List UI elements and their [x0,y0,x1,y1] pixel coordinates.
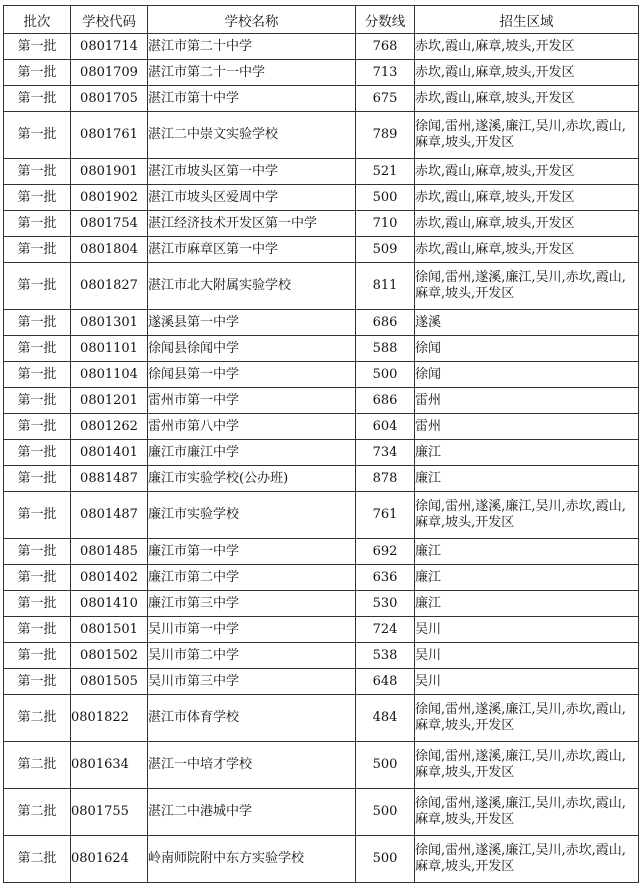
enrollment-area-cell: 徐闻,雷州,遂溪,廉江,吴川,赤坎,霞山,麻章,坡头,开发区 [415,836,639,883]
enrollment-area-cell: 吴川 [415,617,639,643]
batch-cell: 第一批 [4,336,71,362]
admission-score-table [3,5,639,883]
batch-cell: 第二批 [4,742,71,789]
table-row [4,466,639,492]
enrollment-area-cell: 徐闻 [415,336,639,362]
school-name-cell: 吴川市第二中学 [148,643,356,669]
score-line-cell: 500 [356,742,415,789]
school-name-cell: 湛江市麻章区第一中学 [148,237,356,263]
batch-cell: 第一批 [4,643,71,669]
enrollment-area-cell: 赤坎,霞山,麻章,坡头,开发区 [415,211,639,237]
school-code-cell: 0801401 [71,440,148,466]
table-row [4,695,639,742]
school-code-cell: 0801410 [71,591,148,617]
school-code-cell: 0801902 [71,185,148,211]
table-row [4,60,639,86]
school-code-cell: 0801505 [71,669,148,695]
batch-cell: 第一批 [4,591,71,617]
enrollment-area-cell: 雷州 [415,414,639,440]
batch-cell: 第二批 [4,836,71,883]
enrollment-area-cell: 赤坎,霞山,麻章,坡头,开发区 [415,60,639,86]
table-row [4,617,639,643]
table-row [4,440,639,466]
table-row [4,565,639,591]
score-line-cell: 509 [356,237,415,263]
enrollment-area-cell: 赤坎,霞山,麻章,坡头,开发区 [415,159,639,185]
enrollment-area-cell: 赤坎,霞山,麻章,坡头,开发区 [415,237,639,263]
school-name-cell: 雷州市第一中学 [148,388,356,414]
batch-cell: 第一批 [4,565,71,591]
batch-cell: 第一批 [4,466,71,492]
score-line-cell: 789 [356,112,415,159]
batch-cell: 第一批 [4,60,71,86]
batch-cell: 第一批 [4,440,71,466]
batch-cell: 第一批 [4,492,71,539]
school-name-cell: 湛江市坡头区爱周中学 [148,185,356,211]
enrollment-area-cell: 徐闻,雷州,遂溪,廉江,吴川,赤坎,霞山,麻章,坡头,开发区 [415,789,639,836]
school-code-cell: 0801901 [71,159,148,185]
score-line-cell: 878 [356,466,415,492]
score-line-cell: 538 [356,643,415,669]
enrollment-area-cell: 廉江 [415,466,639,492]
school-name-cell: 吴川市第一中学 [148,617,356,643]
score-line-cell: 500 [356,185,415,211]
table-body [4,34,639,883]
school-name-cell: 湛江二中港城中学 [148,789,356,836]
table-row [4,643,639,669]
score-line-cell: 648 [356,669,415,695]
score-line-cell: 713 [356,60,415,86]
school-code-cell: 0801402 [71,565,148,591]
enrollment-area-cell: 徐闻,雷州,遂溪,廉江,吴川,赤坎,霞山,麻章,坡头,开发区 [415,263,639,310]
school-code-cell: 0881487 [71,466,148,492]
batch-cell: 第二批 [4,695,71,742]
score-line-cell: 500 [356,362,415,388]
school-code-cell: 0801827 [71,263,148,310]
table-row [4,742,639,789]
score-line-cell: 768 [356,34,415,60]
batch-cell: 第一批 [4,237,71,263]
enrollment-area-cell: 吴川 [415,643,639,669]
table-row [4,591,639,617]
enrollment-area-cell: 徐闻,雷州,遂溪,廉江,吴川,赤坎,霞山,麻章,坡头,开发区 [415,695,639,742]
school-code-cell: 0801714 [71,34,148,60]
table-row [4,539,639,565]
score-line-cell: 604 [356,414,415,440]
score-line-cell: 811 [356,263,415,310]
table-row [4,669,639,695]
table-row [4,492,639,539]
batch-cell: 第一批 [4,669,71,695]
batch-cell: 第一批 [4,414,71,440]
school-code-cell: 0801755 [71,789,148,836]
school-code-cell: 0801804 [71,237,148,263]
school-code-cell: 0801501 [71,617,148,643]
score-line-cell: 500 [356,836,415,883]
batch-cell: 第一批 [4,211,71,237]
score-line-cell: 686 [356,388,415,414]
batch-cell: 第一批 [4,112,71,159]
score-line-cell: 734 [356,440,415,466]
table-row [4,836,639,883]
school-name-cell: 岭南师院附中东方实验学校 [148,836,356,883]
school-name-cell: 湛江一中培才学校 [148,742,356,789]
table-row [4,414,639,440]
school-name-cell: 雷州市第八中学 [148,414,356,440]
table-row [4,211,639,237]
batch-cell: 第一批 [4,86,71,112]
enrollment-area-cell: 徐闻,雷州,遂溪,廉江,吴川,赤坎,霞山,麻章,坡头,开发区 [415,112,639,159]
enrollment-area-cell: 廉江 [415,440,639,466]
school-code-cell: 0801822 [71,695,148,742]
score-line-cell: 761 [356,492,415,539]
batch-cell: 第一批 [4,159,71,185]
batch-cell: 第一批 [4,362,71,388]
header-score-line: 分数线 [356,6,415,34]
enrollment-area-cell: 吴川 [415,669,639,695]
score-line-cell: 710 [356,211,415,237]
score-line-cell: 636 [356,565,415,591]
school-code-cell: 0801624 [71,836,148,883]
school-code-cell: 0801101 [71,336,148,362]
table-row [4,362,639,388]
school-code-cell: 0801705 [71,86,148,112]
score-line-cell: 724 [356,617,415,643]
school-name-cell: 湛江市第十中学 [148,86,356,112]
enrollment-area-cell: 徐闻,雷州,遂溪,廉江,吴川,赤坎,霞山,麻章,坡头,开发区 [415,742,639,789]
batch-cell: 第一批 [4,263,71,310]
school-code-cell: 0801754 [71,211,148,237]
table-row [4,263,639,310]
score-line-cell: 588 [356,336,415,362]
school-name-cell: 湛江二中崇文实验学校 [148,112,356,159]
score-line-cell: 500 [356,789,415,836]
school-name-cell: 湛江市第二十中学 [148,34,356,60]
school-name-cell: 廉江市廉江中学 [148,440,356,466]
table-row [4,185,639,211]
school-code-cell: 0801709 [71,60,148,86]
score-line-cell: 692 [356,539,415,565]
header-batch: 批次 [4,6,71,34]
school-code-cell: 0801487 [71,492,148,539]
score-line-cell: 484 [356,695,415,742]
score-line-cell: 675 [356,86,415,112]
score-line-cell: 686 [356,310,415,336]
school-name-cell: 湛江市坡头区第一中学 [148,159,356,185]
school-code-cell: 0801201 [71,388,148,414]
table-row [4,34,639,60]
score-line-cell: 521 [356,159,415,185]
header-school-code: 学校代码 [71,6,148,34]
table-row [4,237,639,263]
enrollment-area-cell: 赤坎,霞山,麻章,坡头,开发区 [415,86,639,112]
enrollment-area-cell: 徐闻 [415,362,639,388]
school-name-cell: 廉江市第一中学 [148,539,356,565]
header-row [4,6,639,34]
school-name-cell: 廉江市实验学校 [148,492,356,539]
school-code-cell: 0801634 [71,742,148,789]
score-line-cell: 530 [356,591,415,617]
batch-cell: 第一批 [4,388,71,414]
enrollment-area-cell: 廉江 [415,591,639,617]
enrollment-area-cell: 廉江 [415,539,639,565]
school-name-cell: 徐闻县徐闻中学 [148,336,356,362]
batch-cell: 第二批 [4,789,71,836]
table-row [4,310,639,336]
table-row [4,86,639,112]
school-code-cell: 0801761 [71,112,148,159]
enrollment-area-cell: 赤坎,霞山,麻章,坡头,开发区 [415,185,639,211]
batch-cell: 第一批 [4,617,71,643]
batch-cell: 第一批 [4,185,71,211]
school-name-cell: 吴川市第三中学 [148,669,356,695]
school-code-cell: 0801262 [71,414,148,440]
table-row [4,112,639,159]
school-code-cell: 0801301 [71,310,148,336]
header-school-name: 学校名称 [148,6,356,34]
table-row [4,336,639,362]
batch-cell: 第一批 [4,539,71,565]
table-row [4,159,639,185]
school-name-cell: 遂溪县第一中学 [148,310,356,336]
school-name-cell: 廉江市第二中学 [148,565,356,591]
school-name-cell: 湛江市第二十一中学 [148,60,356,86]
school-code-cell: 0801485 [71,539,148,565]
school-name-cell: 湛江市北大附属实验学校 [148,263,356,310]
table-row [4,789,639,836]
enrollment-area-cell: 赤坎,霞山,麻章,坡头,开发区 [415,34,639,60]
school-name-cell: 湛江市体育学校 [148,695,356,742]
batch-cell: 第一批 [4,310,71,336]
enrollment-area-cell: 徐闻,雷州,遂溪,廉江,吴川,赤坎,霞山,麻章,坡头,开发区 [415,492,639,539]
table-row [4,388,639,414]
school-code-cell: 0801104 [71,362,148,388]
enrollment-area-cell: 遂溪 [415,310,639,336]
enrollment-area-cell: 廉江 [415,565,639,591]
enrollment-area-cell: 雷州 [415,388,639,414]
header-enrollment-area: 招生区域 [415,6,639,34]
school-name-cell: 廉江市实验学校(公办班) [148,466,356,492]
school-name-cell: 徐闻县第一中学 [148,362,356,388]
school-code-cell: 0801502 [71,643,148,669]
school-name-cell: 廉江市第三中学 [148,591,356,617]
school-name-cell: 湛江经济技术开发区第一中学 [148,211,356,237]
batch-cell: 第一批 [4,34,71,60]
